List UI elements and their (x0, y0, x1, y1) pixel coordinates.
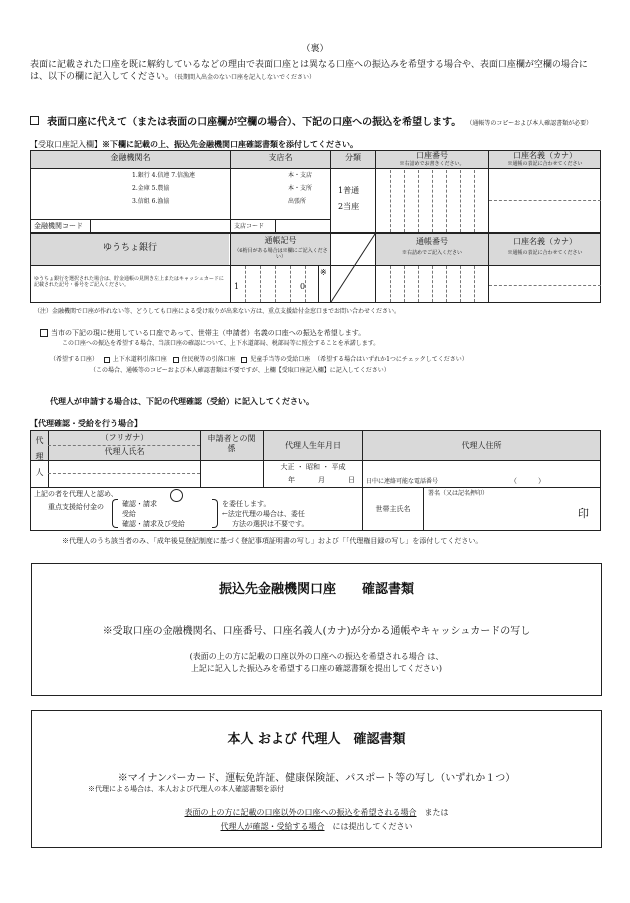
diagonal-slash (331, 234, 375, 302)
bank-docs-line: ※受取口座の金融機関名、口座番号、口座名義人(カナ)が分かる通帳やキャッシュカードの写し (102, 626, 531, 637)
proxy-name-header: 代理人氏名 (104, 447, 145, 456)
bank-type-3[interactable]: 3.信組 6.漁協 (132, 198, 170, 205)
proxy-furigana-header: （フリガナ） (100, 433, 149, 442)
proxy-eras[interactable]: 大正 ・ 昭和 ・ 平成 (280, 463, 346, 471)
yucho-digit-first: 1 (234, 282, 240, 291)
account-type-1[interactable]: 1普通 (338, 186, 360, 195)
bank-docs-title: 振込先金融機関口座 確認書類 (218, 582, 414, 597)
delegate-result-2: ←法定代理の場合は、委任 (222, 510, 305, 518)
header-class: 分類 (345, 153, 361, 162)
proxy-name-field[interactable] (49, 474, 200, 487)
proxy-furigana-field[interactable] (49, 461, 200, 473)
option1-title: 表面口座に代えて（または表面の口座欄が空欄の場合）、下記の口座への振込を希望します。 (47, 117, 462, 128)
option2-label: （希望する口座） (50, 356, 99, 363)
delegate-option-2[interactable]: 受給 (122, 510, 136, 518)
proxy-relation-field[interactable] (201, 461, 263, 487)
branch-type-2[interactable]: 本・支所 (288, 185, 313, 192)
choice-water-checkbox[interactable] (104, 357, 110, 363)
householder-signature-field[interactable] (424, 497, 574, 530)
proxy-address-header: 代理人住所 (461, 441, 502, 450)
identity-docs-cond2: 代理人が確認・受給する場合 には提出してください (220, 822, 413, 831)
intro-text: 表面に記載された口座を既に解約しているなどの理由で表面口座とは異なる口座への振込みを希望する場合や、表面口座欄が空欄の場合には、以下の欄に記入してください。（長期間入出金のない口座を記入しないでください） (30, 60, 588, 82)
yucho-holder-header: 口座名義（カナ） (513, 237, 577, 246)
bank-code-label: 金融機関コード (34, 222, 83, 230)
yucho-holder-note: ※通帳の表記に合わせてください (507, 250, 583, 256)
header-branch: 支店名 (268, 153, 293, 162)
bank-type-1[interactable]: 1.銀行 4.信連 7.信漁連 (132, 172, 195, 179)
delegate-result-3: 方法の選択は不要です。 (232, 520, 309, 528)
header-holder: 口座名義（カナ） (513, 151, 577, 160)
branch-code-label: 支店コード (234, 223, 265, 230)
option2-checkbox[interactable] (40, 329, 48, 337)
seal-mark: 印 (578, 507, 589, 520)
option2-choices: （希望する口座） 上下水道料引落口座 住民税等の引落口座 児童手当等の受給口座 （希望する場合はいずれか1つにチェックしてください） (50, 356, 468, 363)
proxy-year: 年 (288, 476, 295, 484)
header-holder-note: ※通帳の表記に合わせてください (507, 161, 583, 167)
proxy-side-2: 理 (35, 452, 44, 461)
option1-row (30, 110, 595, 129)
identity-docs-cond1: 表面の上の方に記載の口座以外の口座への振込を希望される場合 または (184, 808, 449, 817)
holder-name-field[interactable] (489, 169, 601, 232)
account-number-field[interactable] (376, 169, 488, 232)
option2-line3: （この場合、通帳等のコピーおよび本人確認書類は不要ですが、上欄【受取口座記入欄】に記入してください） (90, 367, 390, 374)
proxy-note: ※代理人のうち該当者のみ、「成年後見登記制度に基づく登記事項証明書の写し」および「「代理権目録の写し」を添付してください。 (62, 537, 483, 545)
header-account-note: ※右詰めでお書きください。 (399, 161, 465, 167)
proxy-phone-label: 日中に連絡可能な電話番号 (366, 478, 439, 485)
option1-checkbox[interactable] (30, 116, 39, 125)
choice-child-checkbox[interactable] (241, 357, 247, 363)
delegate-line1: 上記の者を代理人と認め、 (34, 490, 118, 498)
yucho-number-note: ※右詰めでご記入ください (401, 250, 462, 256)
branch-type-1[interactable]: 本・支店 (288, 172, 313, 179)
yucho-holder-field[interactable] (489, 266, 601, 302)
option1-note: （通帳等のコピーおよび本人確認書類が必要） (466, 120, 593, 127)
receipt-header: 【受取口座記入欄】※下欄に記載の上、振込先金融機関口座確認書類を添付してください。 (30, 139, 358, 149)
identity-docs-note: ※代理による場合は、本人および代理人の本人確認書類を添付 (88, 785, 284, 793)
yucho-symbol-note: （6桁目がある場合は※欄にご記入ください） (234, 248, 328, 260)
yucho-digit-zero: 0 (300, 282, 306, 291)
page-side-label: （裏） (301, 44, 329, 54)
identity-docs-line: ※マイナンバーカード、運転免許証、健康保険証、パスポート等の写し（いずれか１つ） (117, 773, 516, 784)
choice-tax-checkbox[interactable] (173, 357, 179, 363)
yucho-number-field[interactable] (376, 266, 488, 302)
delegate-lead: 重点支援給付金の (48, 503, 104, 511)
yucho-number-header: 通帳番号 (416, 237, 448, 246)
identity-docs-title: 本人 および 代理人 確認書類 (227, 732, 406, 747)
yucho-symbol-header: 通帳記号 (264, 236, 297, 245)
proxy-day: 日 (348, 476, 355, 484)
signature-note: 署名（又は記名押印） (428, 490, 489, 497)
proxy-phone-paren[interactable]: （ ） (510, 477, 545, 485)
option2-line2: この口座への振込を希望する場合、当該口座の確認について、上下水道部局、税部局等に照会することを承諾します。 (62, 340, 380, 347)
proxy-side-1: 代 (35, 436, 44, 445)
proxy-intro: 代理人が申請する場合は、下記の代理確認（受給）に記入してください。 (50, 396, 314, 406)
delegate-option-1[interactable]: 確認・請求 (122, 500, 157, 508)
bank-note: （注）金融機関で口座が作れない等、どうしても口座による受け取りが出来ない方は、重点支援給付金窓口までお問い合わせください。 (34, 308, 401, 315)
delegate-circle-mark (170, 489, 183, 502)
proxy-side-3: 人 (35, 468, 44, 477)
proxy-relation-header: 申請者との関係 (207, 434, 256, 453)
header-account-number: 口座番号 (416, 151, 448, 160)
yucho-digit-star: ※ (320, 268, 327, 277)
delegate-result-1: を委任します。 (222, 500, 271, 508)
delegate-option-3[interactable]: 確認・請求及び受給 (122, 520, 185, 528)
proxy-address-field[interactable] (363, 461, 600, 475)
householder-label: 世帯主氏名 (375, 505, 411, 513)
proxy-birth-header: 代理人生年月日 (285, 441, 341, 450)
yucho-name: ゆうちょ銀行 (102, 243, 157, 253)
proxy-header: 【代理確認・受給を行う場合】 (30, 418, 142, 428)
bank-docs-sub2: 上記に記入した振込みを希望する口座の確認書類を提出してください) (190, 664, 443, 673)
intro-note: （長期間入出金のない口座を記入しないでください） (174, 73, 316, 81)
bank-type-2[interactable]: 2.金庫 5.農協 (132, 185, 170, 192)
account-type-2[interactable]: 2当座 (338, 202, 360, 211)
header-bank-name: 金融機関名 (110, 153, 151, 162)
proxy-month: 月 (318, 476, 325, 484)
yucho-symbol-field[interactable] (231, 266, 330, 302)
bank-docs-sub1: (表面の上の方に記載の口座以外の口座への振込を希望される場合 は、 (189, 652, 444, 661)
branch-type-3[interactable]: 出張所 (288, 198, 307, 205)
option2-line1: 当市の下記の現に使用している口座であって、世帯主（申請者）名義の口座への振込を希望します。 (40, 329, 600, 337)
yucho-note: ゆうちょ銀行を選択された場合は、貯金通帳の見開き左上またはキャッシュカードに記載された記号・番号をご記入ください。 (34, 276, 224, 288)
